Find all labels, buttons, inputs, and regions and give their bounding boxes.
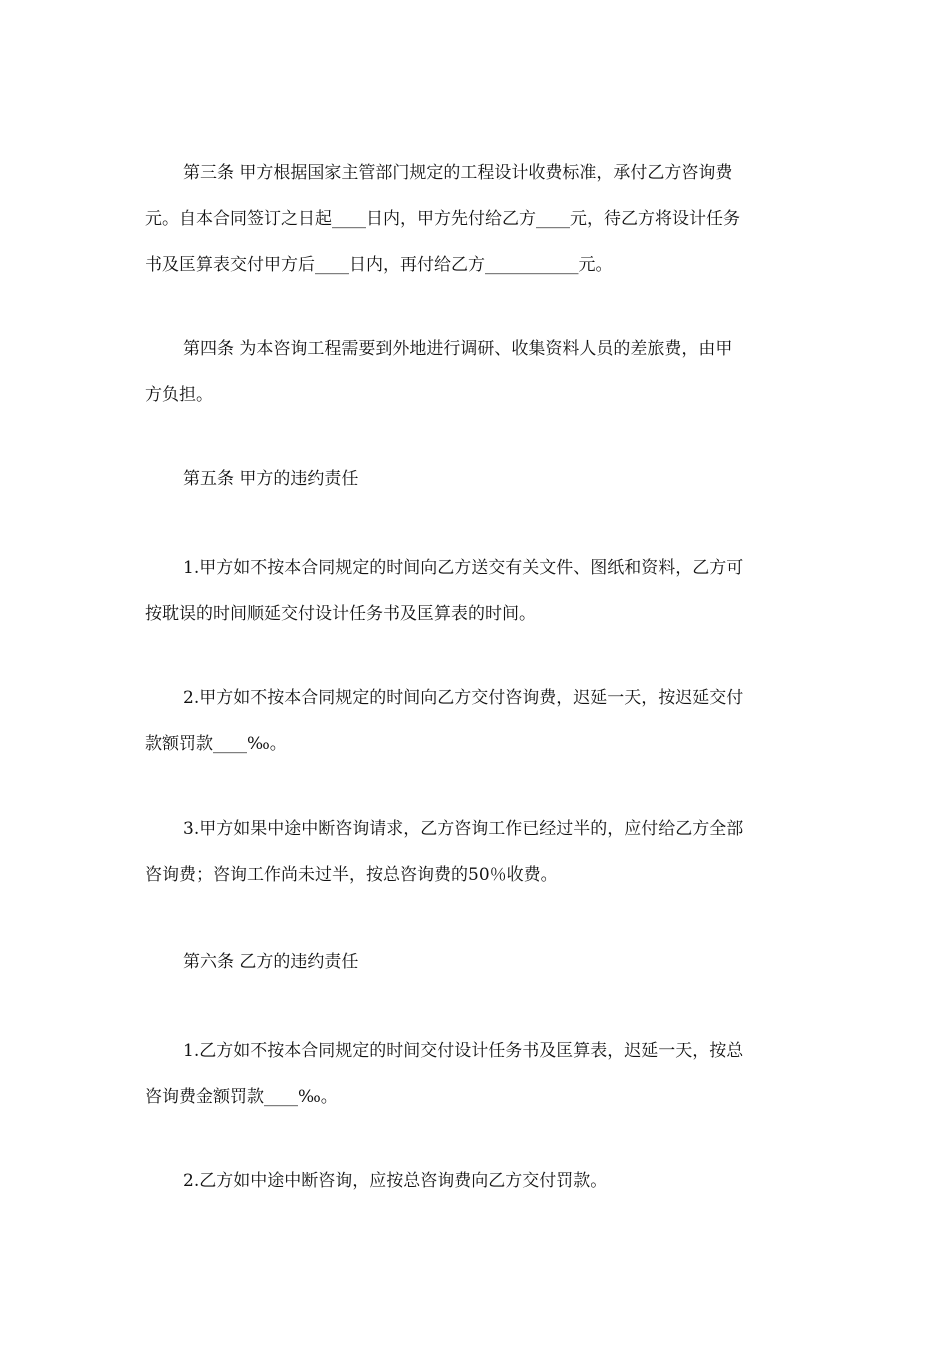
article-5-item-2-line-1: 2.甲方如不按本合同规定的时间向乙方交付咨询费，迟延一天，按迟延交付	[183, 688, 744, 708]
article-6-item-1-line-2: 咨询费金额罚款____‰。	[145, 1087, 338, 1107]
article-5-item-2-line-2: 款额罚款____‰。	[145, 734, 287, 754]
article-6-title	[145, 939, 815, 985]
article-5-item-1	[145, 545, 815, 637]
article-6-item-1	[145, 1028, 815, 1120]
article-5-item-3	[145, 806, 815, 898]
article-3	[145, 150, 815, 288]
article-5-title-text: 第五条 甲方的违约责任	[183, 469, 359, 489]
article-5-item-2	[145, 675, 815, 767]
article-4-line-2: 方负担。	[145, 385, 213, 405]
article-6-item-1-line-1: 1.乙方如不按本合同规定的时间交付设计任务书及匡算表，迟延一天，按总	[183, 1041, 744, 1061]
article-4-line-1: 第四条 为本咨询工程需要到外地进行调研、收集资料人员的差旅费，由甲	[183, 339, 733, 359]
article-6-title-text: 第六条 乙方的违约责任	[183, 952, 359, 972]
article-5-item-3-line-2: 咨询费；咨询工作尚未过半，按总咨询费的50％收费。	[145, 865, 558, 885]
article-5-item-1-line-1: 1.甲方如不按本合同规定的时间向乙方送交有关文件、图纸和资料，乙方可	[183, 558, 744, 578]
article-5-title	[145, 456, 815, 502]
article-3-line-3: 书及匡算表交付甲方后____日内，再付给乙方___________元。	[145, 255, 613, 275]
article-4	[145, 326, 815, 418]
article-6-item-2	[145, 1158, 815, 1204]
article-3-line-2: 元。自本合同签订之日起____日内，甲方先付给乙方____元，待乙方将设计任务	[145, 209, 740, 229]
article-6-item-2-text: 2.乙方如中途中断咨询，应按总咨询费向乙方交付罚款。	[183, 1171, 608, 1191]
article-5-item-3-line-1: 3.甲方如果中途中断咨询请求，乙方咨询工作已经过半的，应付给乙方全部	[183, 819, 744, 839]
article-5-item-1-line-2: 按耽误的时间顺延交付设计任务书及匡算表的时间。	[145, 604, 536, 624]
article-3-line-1: 第三条 甲方根据国家主管部门规定的工程设计收费标准，承付乙方咨询费	[183, 163, 733, 183]
